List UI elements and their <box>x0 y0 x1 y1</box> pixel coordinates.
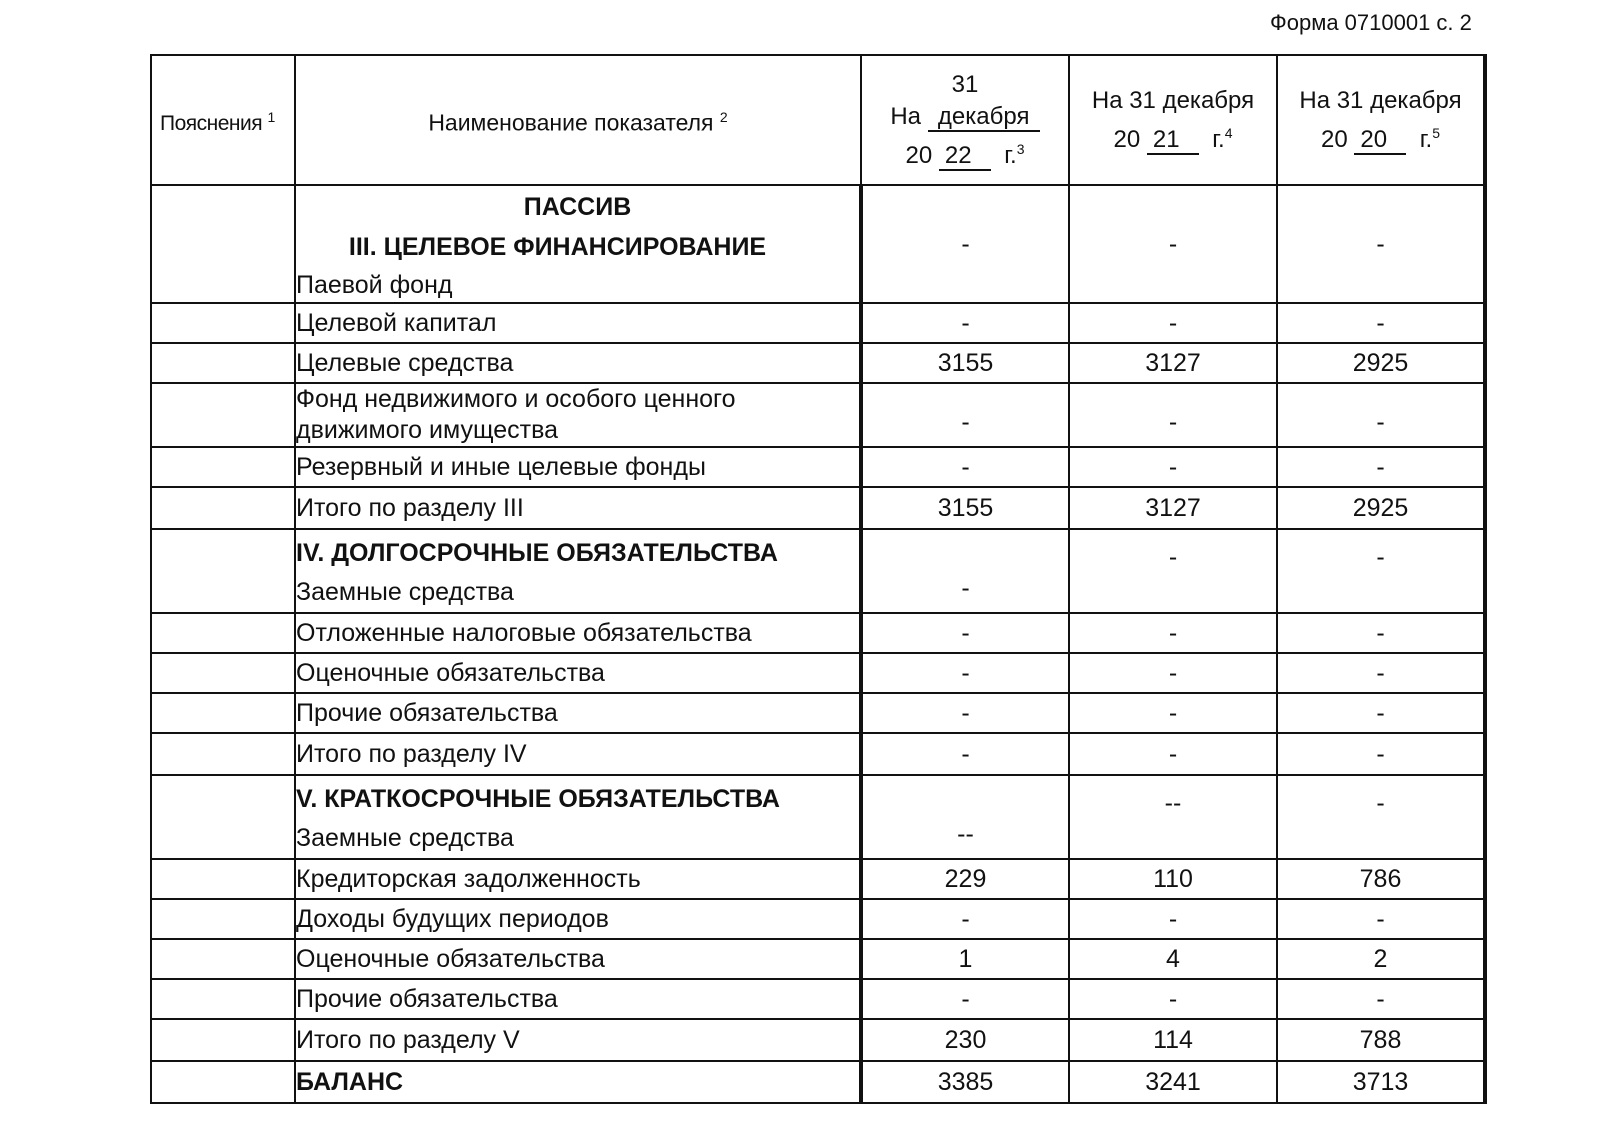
explanation-cell <box>151 1019 295 1061</box>
value-2022: - <box>861 693 1069 733</box>
value-2021: 3241 <box>1069 1061 1277 1103</box>
explanation-cell <box>151 733 295 775</box>
value-2021: - <box>1069 899 1277 939</box>
row-name: Целевой капитал <box>295 303 861 343</box>
table-row <box>151 185 1485 303</box>
row-name: ПАССИВ III. ЦЕЛЕВОЕ ФИНАНСИРОВАНИЕ Паевой фонд <box>295 185 861 303</box>
value-2022: 1 <box>861 939 1069 979</box>
value-2021: 4 <box>1069 939 1277 979</box>
table-row <box>151 529 1485 613</box>
table-row <box>151 343 1485 383</box>
value-2022: - <box>861 613 1069 653</box>
explanation-cell <box>151 899 295 939</box>
value-2021: -- <box>1069 775 1277 859</box>
explanation-cell <box>151 613 295 653</box>
value-2020: - <box>1277 775 1485 859</box>
value-2020: 2925 <box>1277 343 1485 383</box>
value-2021: - <box>1069 693 1277 733</box>
row-name: Доходы будущих периодов <box>295 899 861 939</box>
row-name: Резервный и иные целевые фонды <box>295 447 861 487</box>
value-2021: - <box>1069 613 1277 653</box>
section-3-title: III. ЦЕЛЕВОЕ ФИНАНСИРОВАНИЕ <box>348 233 767 261</box>
explanation-cell <box>151 447 295 487</box>
value-2021: 3127 <box>1069 487 1277 529</box>
value-2022: 3155 <box>861 343 1069 383</box>
value-2020: - <box>1277 733 1485 775</box>
row-name: Итого по разделу III <box>295 487 861 529</box>
value-2021: - <box>1069 447 1277 487</box>
section-5-title: V. КРАТКОСРОЧНЫЕ ОБЯЗАТЕЛЬСТВА <box>296 785 780 813</box>
indicator-name-header: Наименование показателя $^2$ <box>295 55 861 185</box>
value-2020: - <box>1277 613 1485 653</box>
explanation-cell <box>151 343 295 383</box>
row-name: Кредиторская задолженность <box>295 859 861 899</box>
balance-liabilities-table <box>150 54 1487 1104</box>
table-row <box>151 383 1485 447</box>
explanation-cell <box>151 1061 295 1103</box>
value-2022: -- <box>861 775 1069 859</box>
value-2022: 3385 <box>861 1061 1069 1103</box>
row-name: Целевые средства <box>295 343 861 383</box>
row-name: Отложенные налоговые обязательства <box>295 613 861 653</box>
value-2021: - <box>1069 979 1277 1019</box>
table-row <box>151 613 1485 653</box>
row-name: Прочие обязательства <box>295 979 861 1019</box>
value-2020: 2 <box>1277 939 1485 979</box>
explanation-cell <box>151 979 295 1019</box>
table-row <box>151 775 1485 859</box>
value-2021: - <box>1069 185 1277 303</box>
value-2022: - <box>861 653 1069 693</box>
table-row <box>151 1019 1485 1061</box>
explanation-cell <box>151 693 295 733</box>
value-2021: 110 <box>1069 859 1277 899</box>
section-4-title: IV. ДОЛГОСРОЧНЫЕ ОБЯЗАТЕЛЬСТВА <box>296 539 778 567</box>
value-2022: - <box>861 447 1069 487</box>
value-2022: - <box>861 899 1069 939</box>
value-2022: - <box>861 185 1069 303</box>
table-row <box>151 487 1485 529</box>
row-name: БАЛАНС <box>295 1061 861 1103</box>
value-2020: 2925 <box>1277 487 1485 529</box>
explanation-cell <box>151 383 295 447</box>
explanation-cell <box>151 303 295 343</box>
value-2020: - <box>1277 979 1485 1019</box>
explanation-cell <box>151 939 295 979</box>
table-header-row <box>151 55 1485 185</box>
value-2022: 230 <box>861 1019 1069 1061</box>
period-header-2022: 31 На декабря 20 22 г.$^3$ <box>861 55 1069 185</box>
value-2020: 788 <box>1277 1019 1485 1061</box>
value-2020: - <box>1277 693 1485 733</box>
explanation-cell <box>151 653 295 693</box>
table-row <box>151 693 1485 733</box>
table-row <box>151 939 1485 979</box>
form-number-label: Форма 0710001 с. 2 <box>1270 10 1472 35</box>
value-2021: - <box>1069 383 1277 447</box>
value-2022: - <box>861 979 1069 1019</box>
explanations-header: Пояснения $^1$ <box>151 55 295 185</box>
value-2021: - <box>1069 733 1277 775</box>
value-2020: 786 <box>1277 859 1485 899</box>
liabilities-title: ПАССИВ <box>523 193 632 221</box>
row-name: Прочие обязательства <box>295 693 861 733</box>
row-name: IV. ДОЛГОСРОЧНЫЕ ОБЯЗАТЕЛЬСТВА Заемные средства <box>295 529 861 613</box>
value-2022: 3155 <box>861 487 1069 529</box>
row-name: V. КРАТКОСРОЧНЫЕ ОБЯЗАТЕЛЬСТВА Заемные средства <box>295 775 861 859</box>
value-2021: 114 <box>1069 1019 1277 1061</box>
value-2020: - <box>1277 899 1485 939</box>
value-2021: - <box>1069 303 1277 343</box>
row-name: Фонд недвижимого и особого ценного движимого имущества <box>295 383 861 447</box>
value-2020: - <box>1277 185 1485 303</box>
value-2020: - <box>1277 447 1485 487</box>
value-2020: 3713 <box>1277 1061 1485 1103</box>
table-row <box>151 303 1485 343</box>
explanation-cell <box>151 487 295 529</box>
value-2022: - <box>861 303 1069 343</box>
period-header-2020: На 31 декабря 20 20 г.$^5$ <box>1277 55 1485 185</box>
table-row <box>151 899 1485 939</box>
period-header-2021: На 31 декабря 20 21 г.$^4$ <box>1069 55 1277 185</box>
explanation-cell <box>151 775 295 859</box>
value-2022: 229 <box>861 859 1069 899</box>
value-2022: - <box>861 733 1069 775</box>
table-row <box>151 733 1485 775</box>
value-2021: - <box>1069 653 1277 693</box>
table-row <box>151 447 1485 487</box>
row-name: Оценочные обязательства <box>295 653 861 693</box>
value-2020: - <box>1277 529 1485 613</box>
explanation-cell <box>151 859 295 899</box>
value-2020: - <box>1277 383 1485 447</box>
explanation-cell <box>151 529 295 613</box>
table-row <box>151 859 1485 899</box>
value-2021: 3127 <box>1069 343 1277 383</box>
table-row <box>151 979 1485 1019</box>
value-2020: - <box>1277 303 1485 343</box>
row-name: Итого по разделу V <box>295 1019 861 1061</box>
value-2021: - <box>1069 529 1277 613</box>
value-2022: - <box>861 383 1069 447</box>
value-2020: - <box>1277 653 1485 693</box>
row-name: Итого по разделу IV <box>295 733 861 775</box>
row-name: Оценочные обязательства <box>295 939 861 979</box>
value-2022: - <box>861 529 1069 613</box>
explanation-cell <box>151 185 295 303</box>
table-row <box>151 653 1485 693</box>
balance-total-row <box>151 1061 1485 1103</box>
